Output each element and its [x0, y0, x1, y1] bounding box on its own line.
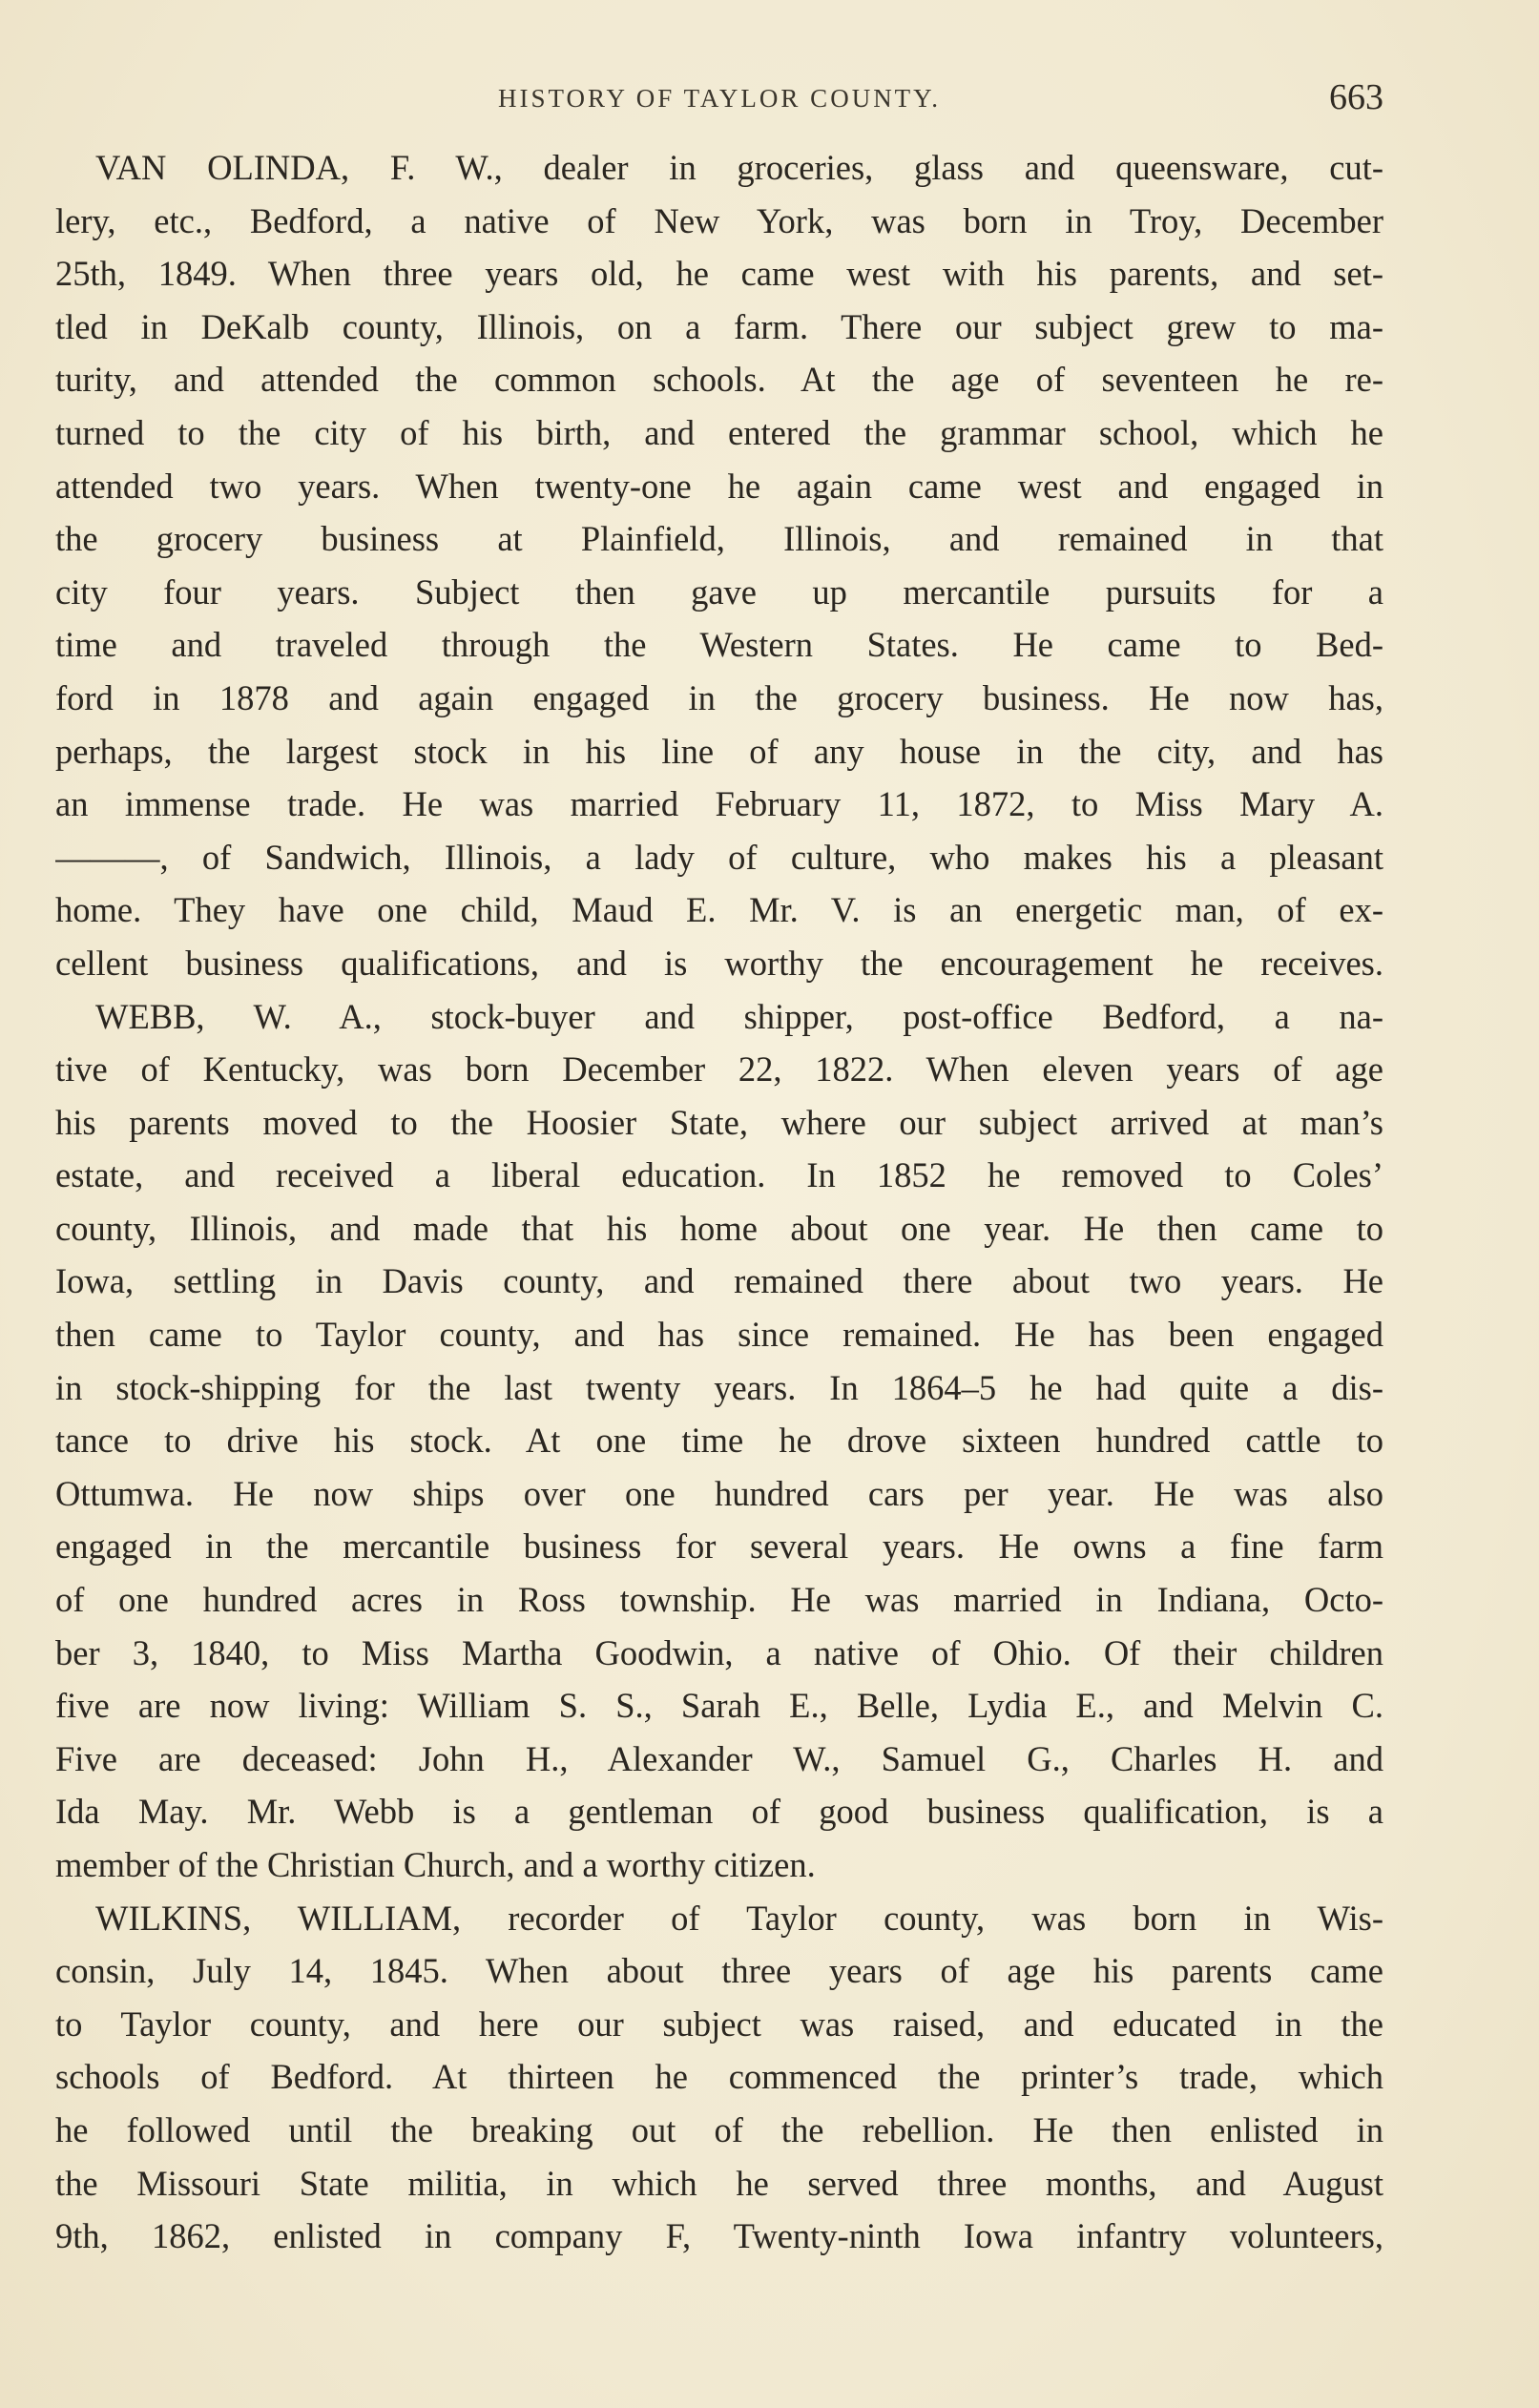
- text-line: tance to drive his stock. At one time he drove sixteen hundred cattle to: [55, 1421, 1383, 1461]
- text-line: 25th, 1849. When three years old, he came west with his parents, and set-: [55, 254, 1383, 294]
- text-line: turned to the city of his birth, and entered the grammar school, which he: [55, 412, 1383, 452]
- text-line: attended two years. When twenty-one he again came west and engaged in: [55, 466, 1383, 506]
- text-line: VAN OLINDA, F. W., dealer in groceries, glass and queensware, cut-: [95, 148, 1383, 187]
- text-line: Iowa, settling in Davis county, and remained there about two years. He: [55, 1261, 1383, 1301]
- text-line: Ottumwa. He now ships over one hundred cars per year. He was also: [55, 1473, 1383, 1513]
- paragraph-webb: [55, 990, 1383, 1892]
- text-line: county, Illinois, and made that his home about one year. He then came to: [55, 1208, 1383, 1248]
- text-line: city four years. Subject then gave up mercantile pursuits for a: [55, 571, 1383, 612]
- text-line: schools of Bedford. At thirteen he commenced the printer’s trade, which: [55, 2057, 1383, 2097]
- text-line: to Taylor county, and here our subject was raised, and educated in the: [55, 2003, 1383, 2044]
- text-line: turity, and attended the common schools. At the age of seventeen he re-: [55, 360, 1383, 400]
- text-line: home. They have one child, Maud E. Mr. V. is an energetic man, of ex-: [55, 890, 1383, 930]
- running-head: [55, 76, 1383, 124]
- body-text: [55, 141, 1383, 2263]
- text-line: consin, July 14, 1845. When about three years of age his parents came: [55, 1951, 1383, 1991]
- text-line: estate, and received a liberal education. In 1852 he removed to Coles’: [55, 1155, 1383, 1195]
- text-line: tive of Kentucky, was born December 22, 1822. When eleven years of age: [55, 1049, 1383, 1090]
- text-line: an immense trade. He was married February 11, 1872, to Miss Mary A.: [55, 784, 1383, 824]
- running-title: HISTORY OF TAYLOR COUNTY.: [498, 84, 941, 113]
- text-line: time and traveled through the Western States. He came to Bed-: [55, 625, 1383, 665]
- text-line: Ida May. Mr. Webb is a gentleman of good business qualification, is a: [55, 1792, 1383, 1832]
- text-line: engaged in the mercantile business for several years. He owns a fine farm: [55, 1526, 1383, 1567]
- text-line: WEBB, W. A., stock-buyer and shipper, post-office Bedford, a na-: [95, 996, 1383, 1036]
- text-line: five are now living: William S. S., Sarah E., Belle, Lydia E., and Melvin C.: [55, 1686, 1383, 1726]
- text-line: of one hundred acres in Ross township. He was married in Indiana, Octo-: [55, 1580, 1383, 1620]
- text-line: 9th, 1862, enlisted in company F, Twenty-ninth Iowa infantry volunteers,: [55, 2216, 1383, 2256]
- text-line: lery, etc., Bedford, a native of New York, was born in Troy, December: [55, 200, 1383, 240]
- text-line: the Missouri State militia, in which he served three months, and August: [55, 2163, 1383, 2203]
- text-line: the grocery business at Plainfield, Illinois, and remained in that: [55, 519, 1383, 559]
- text-line: perhaps, the largest stock in his line of any house in the city, and has: [55, 731, 1383, 771]
- paragraph-wilkins: [55, 1892, 1383, 2263]
- text-line: in stock-shipping for the last twenty years. In 1864–5 he had quite a dis-: [55, 1367, 1383, 1407]
- text-line: WILKINS, WILLIAM, recorder of Taylor county, was born in Wis-: [95, 1898, 1383, 1938]
- paragraph-van-olinda: [55, 141, 1383, 990]
- text-line: he followed until the breaking out of the rebellion. He then enlisted in: [55, 2109, 1383, 2149]
- text-line: cellent business qualifications, and is worthy the encouragement he receives.: [55, 943, 1383, 983]
- text-line: tled in DeKalb county, Illinois, on a farm. There our subject grew to ma-: [55, 306, 1383, 346]
- text-line: ———, of Sandwich, Illinois, a lady of culture, who makes his a pleasant: [55, 837, 1383, 877]
- text-line: his parents moved to the Hoosier State, where our subject arrived at man’s: [55, 1102, 1383, 1142]
- text-line: then came to Taylor county, and has since remained. He has been engaged: [55, 1315, 1383, 1355]
- text-line: ford in 1878 and again engaged in the grocery business. He now has,: [55, 677, 1383, 717]
- page-number: 663: [1329, 77, 1383, 117]
- text-line: Five are deceased: John H., Alexander W., Samuel G., Charles H. and: [55, 1738, 1383, 1778]
- text-line: ber 3, 1840, to Miss Martha Goodwin, a native of Ohio. Of their children: [55, 1632, 1383, 1672]
- text-line: member of the Christian Church, and a worthy citizen.: [55, 1845, 816, 1884]
